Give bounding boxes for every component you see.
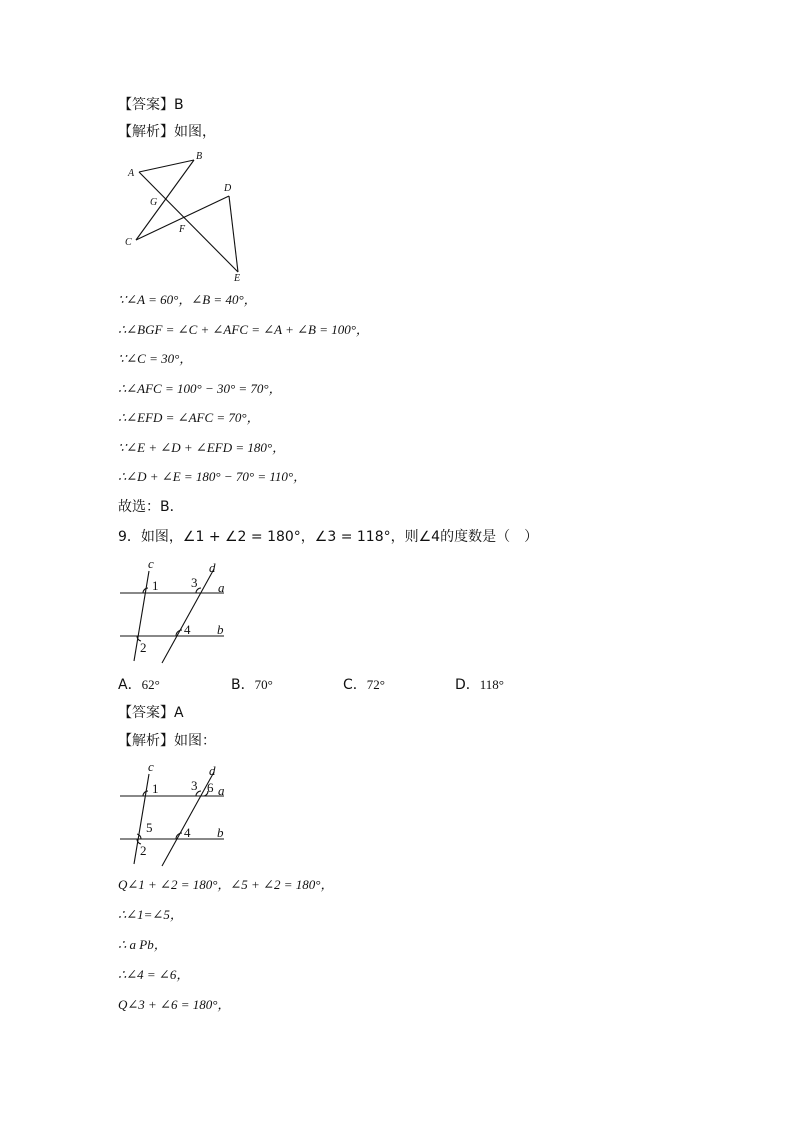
label-3-2: 3	[191, 778, 198, 793]
step-1-2: ∴∠BGF = ∠C + ∠AFC = ∠A + ∠B = 100°，	[118, 322, 369, 337]
conclusion-1: 故选：B．	[118, 499, 184, 515]
label-C: C	[125, 237, 132, 248]
step-1-6: ∵∠E + ∠D + ∠EFD = 180°，	[118, 440, 286, 455]
label-2-2: 2	[140, 843, 147, 858]
option-d	[455, 676, 504, 694]
step-1-1: ∵∠A = 60°，∠B = 40°，	[118, 292, 257, 307]
option-a-value: 62°	[141, 677, 160, 692]
option-d-letter: D．	[455, 677, 480, 693]
label-5-2: 5	[146, 820, 153, 835]
label-G: G	[150, 197, 158, 208]
label-b-2: b	[217, 825, 224, 840]
option-c	[343, 676, 385, 694]
step-2-4: ∴∠4 = ∠6，	[118, 967, 190, 982]
option-b-letter: B．	[231, 677, 255, 693]
step-2-1: Q∠1 + ∠2 = 180°，∠5 + ∠2 = 180°，	[118, 877, 334, 892]
label-d: d	[209, 560, 216, 575]
label-1-2: 1	[152, 781, 159, 796]
step-2-3: ∴ a Pb，	[118, 937, 167, 952]
step-2-5: Q∠3 + ∠6 = 180°，	[118, 997, 231, 1012]
label-4-2: 4	[184, 825, 191, 840]
label-4: 4	[184, 622, 191, 637]
step-1-5: ∴∠EFD = ∠AFC = 70°，	[118, 410, 260, 425]
answer-label-1: 【答案】B	[118, 97, 184, 113]
question-9-stem: 9．如图，∠1 + ∠2 = 180°，∠3 = 118°，则∠4的度数是（ ）	[118, 529, 539, 545]
label-2: 2	[140, 640, 147, 655]
label-a-2: a	[218, 783, 225, 798]
label-E: E	[234, 273, 241, 284]
label-d-2: d	[209, 763, 216, 778]
option-a-letter: A．	[118, 677, 142, 693]
label-D: D	[224, 183, 232, 194]
option-d-value: 118°	[479, 677, 504, 692]
label-b: b	[217, 622, 224, 637]
label-c: c	[148, 556, 154, 571]
analysis-intro-1: 【解析】如图，	[118, 124, 216, 140]
step-2-2: ∴∠1=∠5，	[118, 907, 183, 922]
label-F: F	[179, 224, 186, 235]
step-1-4: ∴∠AFC = 100° − 30° = 70°，	[118, 381, 282, 396]
label-3: 3	[191, 575, 198, 590]
label-c-2: c	[148, 759, 154, 774]
analysis-intro-2: 【解析】如图：	[118, 733, 216, 749]
answer-label-2: 【答案】A	[118, 705, 184, 721]
option-c-letter: C．	[343, 677, 367, 693]
option-c-value: 72°	[366, 677, 385, 692]
step-1-7: ∴∠D + ∠E = 180° − 70° = 110°，	[118, 469, 307, 484]
step-1-3: ∵∠C = 30°，	[118, 351, 193, 366]
label-6-2: 6	[207, 780, 214, 795]
option-a	[118, 676, 160, 694]
label-B: B	[196, 151, 203, 162]
label-a: a	[218, 580, 225, 595]
option-b-value: 70°	[254, 677, 273, 692]
label-1: 1	[152, 578, 159, 593]
label-A: A	[128, 168, 135, 179]
option-b	[231, 676, 273, 694]
